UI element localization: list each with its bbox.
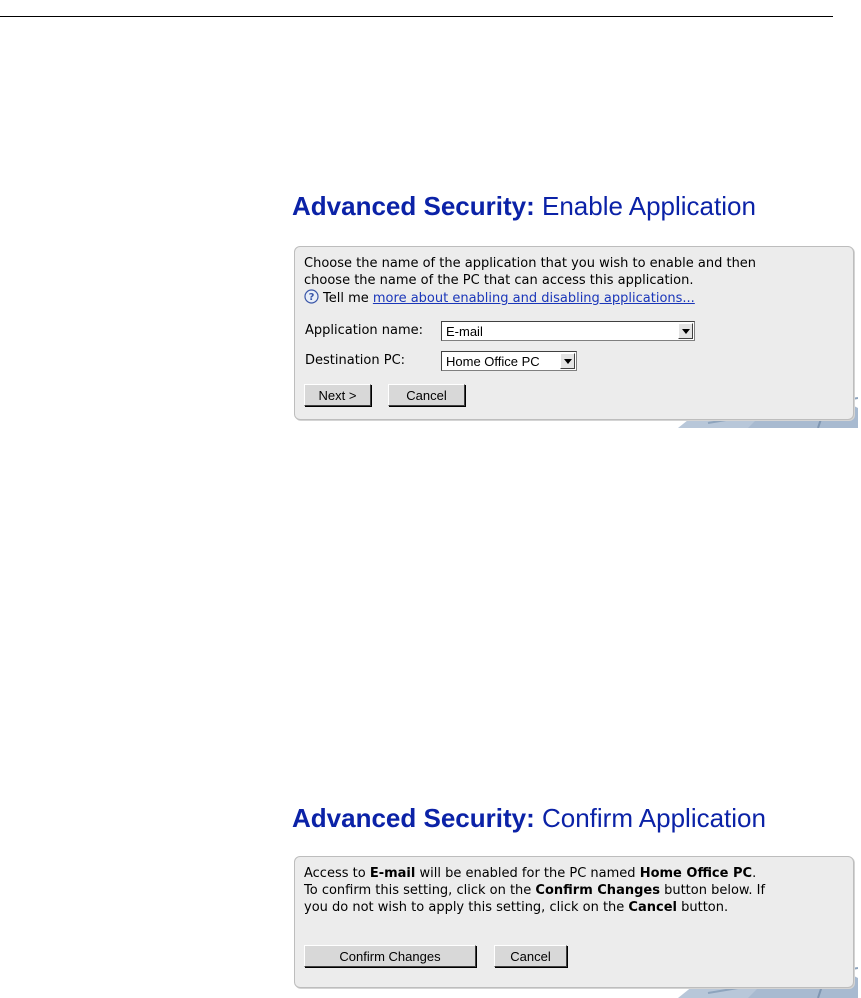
confirm-application-panel: [290, 798, 858, 998]
confirm-panel-title: [292, 798, 766, 838]
dropdown-arrow-icon[interactable]: [678, 323, 693, 339]
confirm-line-3: you do not wish to apply this setting, click on the Cancel button.: [304, 900, 729, 915]
title-rest: Enable Application: [541, 191, 756, 221]
destination-pc-value: Home Office PC: [446, 354, 540, 369]
title-rest: Confirm Application: [541, 803, 766, 833]
confirm-changes-button[interactable]: Confirm Changes: [304, 945, 476, 967]
help-icon: [304, 289, 319, 309]
confirm-line-2: To confirm this setting, click on the Confirm Changes button below. If: [304, 883, 766, 898]
confirm-line-1: Access to E-mail will be enabled for the PC named Home Office PC.: [304, 866, 757, 881]
confirm-box: [294, 856, 854, 988]
help-link-enabling-applications[interactable]: more about enabling and disabling applications...: [372, 291, 695, 306]
dropdown-arrow-icon[interactable]: [560, 353, 575, 369]
destination-pc-label: Destination PC:: [305, 353, 406, 368]
title-bold: Advanced Security:: [292, 191, 535, 221]
instructions-line-1: Choose the name of the application that you wish to enable and then: [304, 256, 757, 271]
application-name-select[interactable]: [441, 321, 695, 341]
cancel-button[interactable]: Cancel: [388, 384, 465, 406]
enable-application-panel: [290, 186, 858, 428]
page-top-rule: [0, 16, 833, 17]
instructions-line-2: choose the name of the PC that can access this application.: [304, 273, 694, 288]
help-line: [304, 289, 695, 309]
application-name-label: Application name:: [305, 323, 424, 338]
help-prefix: Tell me: [323, 291, 369, 306]
enable-panel-title: [292, 186, 756, 226]
next-button[interactable]: Next >: [304, 384, 371, 406]
title-bold: Advanced Security:: [292, 803, 535, 833]
destination-pc-select[interactable]: [441, 351, 577, 371]
cancel-button[interactable]: Cancel: [494, 945, 567, 967]
enable-form-box: [294, 246, 854, 420]
svg-text:?: ?: [308, 292, 315, 304]
application-name-value: E-mail: [446, 324, 483, 339]
